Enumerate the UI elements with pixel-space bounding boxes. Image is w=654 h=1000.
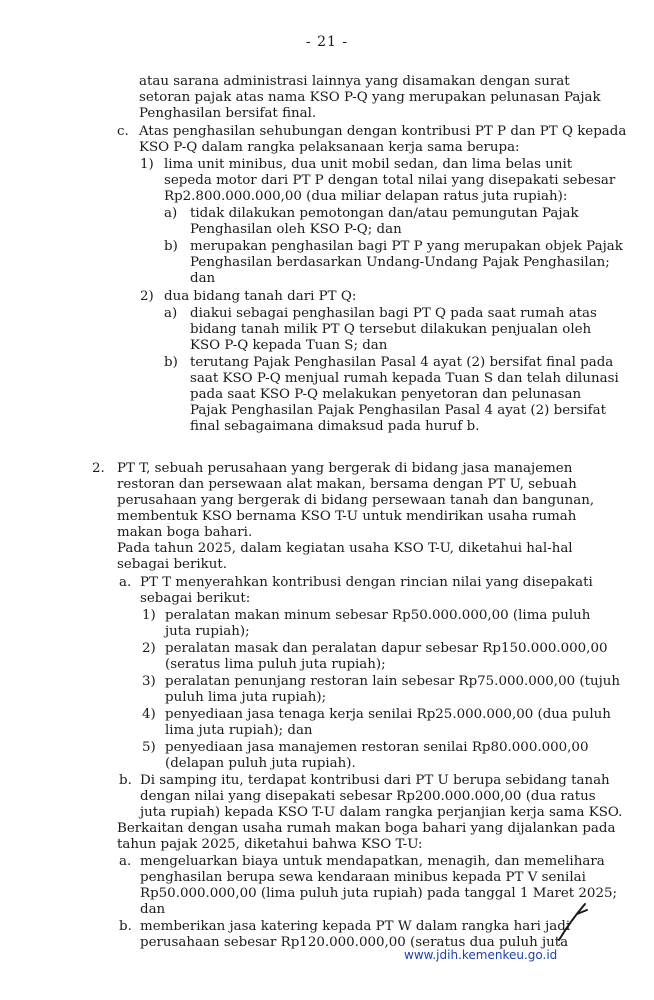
list-marker: a) (164, 306, 178, 321)
list-marker: 1) (142, 608, 156, 623)
text-line: membentuk KSO bernama KSO T-U untuk mendirikan usaha rumah (117, 509, 577, 524)
list-marker: 2) (140, 289, 154, 304)
initial-signature (555, 900, 595, 945)
text-line: (seratus lima puluh juta rupiah); (165, 657, 386, 672)
list-marker: 4) (142, 707, 156, 722)
text-line: penyediaan jasa tenaga kerja senilai Rp25.000.000,00 (dua puluh (165, 707, 611, 722)
text-line: Pajak Penghasilan Pajak Penghasilan Pasal 4 ayat (2) bersifat (190, 403, 606, 418)
text-line: KSO P-Q dalam rangka pelaksanaan kerja sama berupa: (139, 140, 520, 155)
text-line: memberikan jasa katering kepada PT W dalam rangka hari jadi (140, 919, 571, 934)
text-line: Penghasilan bersifat final. (139, 106, 317, 121)
text-line: juta rupiah); (165, 624, 250, 639)
list-marker: a) (164, 206, 178, 221)
text-line: lima juta rupiah); dan (165, 723, 313, 738)
list-marker: a. (119, 575, 132, 590)
list-marker: b) (164, 355, 178, 370)
text-line: diakui sebagai penghasilan bagi PT Q pada saat rumah atas (190, 306, 597, 321)
text-line: dan (140, 902, 166, 917)
text-line: penyediaan jasa manajemen restoran senilai Rp80.000.000,00 (165, 740, 589, 755)
text-line: dua bidang tanah dari PT Q: (164, 289, 357, 304)
text-line: Penghasilan berdasarkan Undang-Undang Pajak Penghasilan; (190, 255, 610, 270)
text-line: perusahaan yang bergerak di bidang persewaan tanah dan bangunan, (117, 493, 595, 508)
list-marker: 5) (142, 740, 156, 755)
text-line: PT T menyerahkan kontribusi dengan rincian nilai yang disepakati (140, 575, 593, 590)
text-line: sebagai berikut: (140, 591, 251, 606)
list-marker: 3) (142, 674, 156, 689)
text-line: lima unit minibus, dua unit mobil sedan, dan lima belas unit (164, 157, 573, 172)
text-line: mengeluarkan biaya untuk mendapatkan, menagih, dan memelihara (140, 854, 605, 869)
text-line: bidang tanah milik PT Q tersebut dilakukan penjualan oleh (190, 322, 592, 337)
text-line: sebagai berikut. (117, 557, 228, 572)
text-line: tidak dilakukan pemotongan dan/atau pemungutan Pajak (190, 206, 579, 221)
text-line: penghasilan berupa sewa kendaraan minibus kepada PT V senilai (140, 870, 586, 885)
text-line: dengan nilai yang disepakati sebesar Rp200.000.000,00 (dua ratus (140, 789, 596, 804)
text-line: pada saat KSO P-Q melakukan penyetoran dan pelunasan (190, 387, 582, 402)
text-line: terutang Pajak Penghasilan Pasal 4 ayat (2) bersifat final pada (190, 355, 614, 370)
text-line: peralatan makan minum sebesar Rp50.000.000,00 (lima puluh (165, 608, 591, 623)
list-marker: b. (119, 919, 132, 934)
text-line: makan boga bahari. (117, 525, 253, 540)
footer-link[interactable]: www.jdih.kemenkeu.go.id (404, 948, 558, 962)
text-line: restoran dan persewaan alat makan, bersama dengan PT U, sebuah (117, 477, 577, 492)
text-line: KSO P-Q kepada Tuan S; dan (190, 338, 388, 353)
text-line: tahun pajak 2025, diketahui bahwa KSO T-U: (117, 837, 423, 852)
text-line: saat KSO P-Q menjual rumah kepada Tuan S dan telah dilunasi (190, 371, 619, 386)
list-marker: a. (119, 854, 132, 869)
text-line: Rp2.800.000.000,00 (dua miliar delapan ratus juta rupiah): (164, 189, 568, 204)
text-line: puluh lima juta rupiah); (165, 690, 327, 705)
text-line: Atas penghasilan sehubungan dengan kontribusi PT P dan PT Q kepada (139, 124, 627, 139)
list-marker: 2) (142, 641, 156, 656)
text-line: peralatan masak dan peralatan dapur sebesar Rp150.000.000,00 (165, 641, 608, 656)
list-marker: b. (119, 773, 132, 788)
text-line: sepeda motor dari PT P dengan total nilai yang disepakati sebesar (164, 173, 616, 188)
text-line: atau sarana administrasi lainnya yang disamakan dengan surat (139, 74, 570, 89)
list-marker: 1) (140, 157, 154, 172)
text-line: Berkaitan dengan usaha rumah makan boga bahari yang dijalankan pada (117, 821, 616, 836)
text-line: (delapan puluh juta rupiah). (165, 756, 356, 771)
text-line: final sebagaimana dimaksud pada huruf b. (190, 419, 480, 434)
page-number: - 21 - (305, 34, 349, 50)
list-marker: c. (117, 124, 129, 139)
text-line: Pada tahun 2025, dalam kegiatan usaha KSO T-U, diketahui hal-hal (117, 541, 573, 556)
list-marker: 2. (92, 461, 105, 476)
list-marker: b) (164, 239, 178, 254)
text-line: peralatan penunjang restoran lain sebesar Rp75.000.000,00 (tujuh (165, 674, 620, 689)
text-line: Penghasilan oleh KSO P-Q; dan (190, 222, 402, 237)
text-line: perusahaan sebesar Rp120.000.000,00 (seratus dua puluh juta (140, 935, 569, 950)
text-line: merupakan penghasilan bagi PT P yang merupakan objek Pajak (190, 239, 623, 254)
text-line: setoran pajak atas nama KSO P-Q yang merupakan pelunasan Pajak (139, 90, 601, 105)
text-line: dan (190, 271, 216, 286)
text-line: juta rupiah) kepada KSO T-U dalam rangka perjanjian kerja sama KSO. (140, 805, 623, 820)
text-line: Rp50.000.000,00 (lima puluh juta rupiah) pada tanggal 1 Maret 2025; (140, 886, 617, 901)
text-line: PT T, sebuah perusahaan yang bergerak di bidang jasa manajemen (117, 461, 573, 476)
text-line: Di samping itu, terdapat kontribusi dari PT U berupa sebidang tanah (140, 773, 610, 788)
